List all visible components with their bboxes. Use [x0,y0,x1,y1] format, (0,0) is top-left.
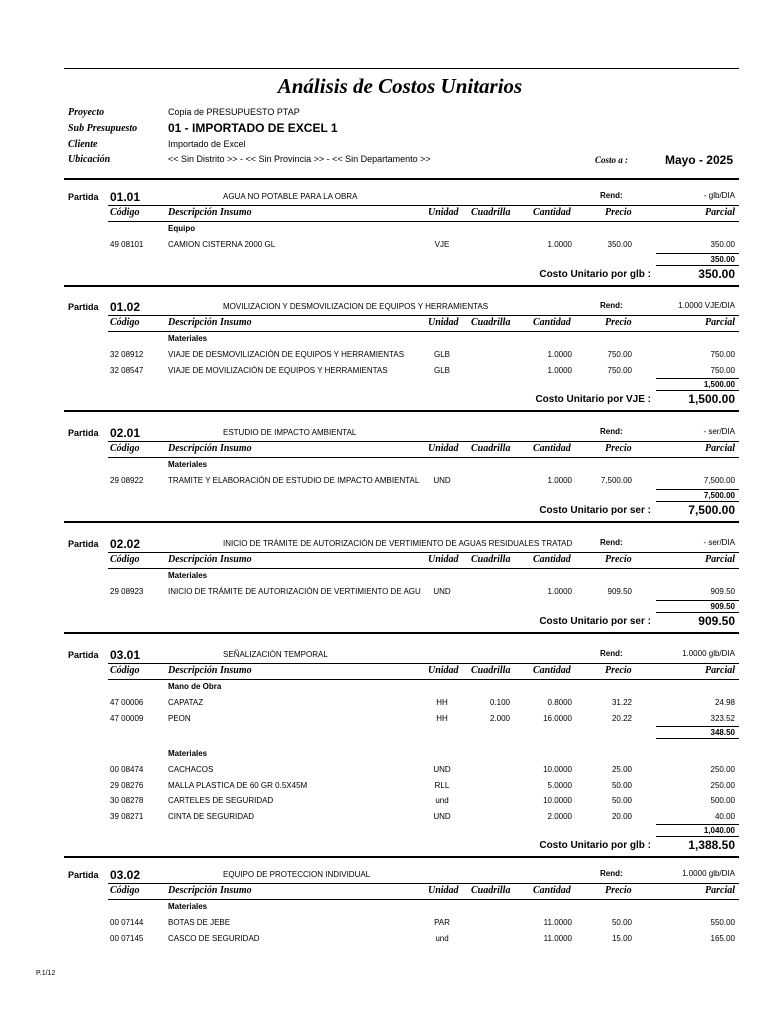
item-unidad: UND [433,587,451,596]
column-header-cantidad: Cantidad [533,443,571,454]
item-codigo: 00 08474 [110,765,144,774]
column-header-unidad: Unidad [428,317,459,328]
column-header-cantidad: Cantidad [533,665,571,676]
partida-separator [64,410,739,412]
costo-unitario-label: Costo Unitario por VJE : [535,394,651,405]
costo-unitario-label: Costo Unitario por glb : [539,840,651,851]
partida-code: 02.01 [110,426,141,440]
item-cantidad: 0.8000 [547,698,572,707]
proyecto-label: Proyecto [68,107,105,118]
item-unidad: UND [433,765,451,774]
item-precio: 7,500.00 [600,476,632,485]
group-subtotal: 350.00 [710,254,735,264]
column-header-bottom-rule [108,899,739,900]
category-label: Materiales [168,902,208,911]
group-subtotal: 7,500.00 [703,490,735,500]
rend-label: Rend: [600,869,623,878]
item-codigo: 30 08278 [110,796,144,805]
group-subtotal: 1,500.00 [703,380,735,389]
column-header-cantidad: Cantidad [533,317,571,328]
column-header-precio: Precio [605,317,632,328]
group-subtotal: 1,040.00 [703,826,735,835]
item-precio: 50.00 [611,918,632,927]
column-header-codigo: Código [110,317,140,328]
item-cuadrilla: 2.000 [489,713,510,723]
costo-unitario-label: Costo Unitario por ser : [539,615,651,627]
column-header-top-rule [108,315,739,316]
partida-code: 03.01 [110,648,141,662]
subtotal-bottom-rule [656,390,739,391]
partida-separator [64,856,739,858]
group-subtotal: 909.50 [710,601,735,611]
column-header-cuadrilla: Cuadrilla [471,443,511,454]
subtotal-bottom-rule [656,738,739,739]
column-header-top-rule [108,663,739,664]
item-descripcion: CACHACOS [168,765,214,774]
costo-unitario-value: 350.00 [698,266,735,281]
top-rule [64,68,739,69]
subpresupuesto-label: Sub Presupuesto [68,123,138,134]
item-cantidad: 1.0000 [547,476,572,485]
partida-code: 03.02 [110,868,141,882]
costo-unitario-label: Costo Unitario por ser : [539,504,651,516]
item-codigo: 47 00006 [110,698,144,707]
column-header-descripcion: Descripción Insumo [168,885,252,896]
subtotal-bottom-rule [656,612,739,613]
column-header-precio: Precio [605,665,632,676]
item-descripcion: VIAJE DE MOVILIZACIÓN DE EQUIPOS Y HERRAMIENTAS [168,365,388,375]
partida-label: Partida [68,302,99,312]
subtotal-bottom-rule [656,265,739,266]
item-codigo: 39 08271 [110,811,144,821]
column-header-cuadrilla: Cuadrilla [471,554,511,565]
proyecto-value: Copia de PRESUPUESTO PTAP [168,107,300,117]
partida-description: EQUIPO DE PROTECCION INDIVIDUAL [223,870,371,879]
category-label: Materiales [168,749,208,758]
item-precio: 25.00 [611,765,632,774]
column-header-precio: Precio [605,443,632,454]
subpresupuesto-value: 01 - IMPORTADO DE EXCEL 1 [168,121,338,135]
costo-unitario-value: 909.50 [698,613,735,628]
column-header-cuadrilla: Cuadrilla [471,317,511,328]
item-parcial: 7,500.00 [703,476,735,485]
column-header-top-rule [108,883,739,884]
item-unidad: HH [436,698,448,707]
item-precio: 31.22 [611,698,632,707]
item-cantidad: 1.0000 [547,240,572,249]
partida-label: Partida [68,192,99,202]
page-number: P.1/12 [36,970,56,977]
partida-label: Partida [68,870,99,880]
item-descripcion: TRAMITE Y ELABORACIÓN DE ESTUDIO DE IMPACTO AMBIENTAL [168,476,420,485]
item-cuadrilla: 0.100 [489,698,510,707]
partida-separator [64,521,739,523]
item-cantidad: 1.0000 [547,350,572,359]
column-header-parcial: Parcial [705,207,735,218]
item-unidad: HH [436,713,448,723]
page-title: Análisis de Costos Unitarios [277,74,523,98]
column-header-bottom-rule [108,568,739,569]
item-parcial: 750.00 [710,365,735,375]
category-label: Equipo [168,224,196,233]
partida-label: Partida [68,650,99,660]
subtotal-rule [656,253,739,254]
column-header-parcial: Parcial [705,443,735,454]
partida-description: SEÑALIZACIÓN TEMPORAL [223,650,328,659]
item-precio: 750.00 [607,365,632,375]
item-parcial: 350.00 [710,240,735,249]
partida-description: INICIO DE TRÁMITE DE AUTORIZACIÓN DE VERTIMIENTO DE AGUAS RESIDUALES TRATAD [223,539,573,548]
item-descripcion: INICIO DE TRÁMITE DE AUTORIZACIÓN DE VERTIMIENTO DE AGU [168,587,421,596]
item-codigo: 29 08923 [110,587,144,596]
item-parcial: 500.00 [710,796,735,805]
item-descripcion: CARTELES DE SEGURIDAD [168,796,274,805]
item-cantidad: 10.0000 [543,796,572,805]
item-parcial: 250.00 [710,765,735,774]
item-parcial: 250.00 [710,780,735,790]
partida-separator [64,285,739,287]
column-header-codigo: Código [110,554,140,565]
item-cantidad: 1.0000 [547,365,572,375]
subtotal-rule [656,600,739,601]
column-header-unidad: Unidad [428,665,459,676]
item-parcial: 323.52 [710,713,735,723]
rend-value: - ser/DIA [703,538,735,547]
partida-label: Partida [68,539,99,549]
column-header-codigo: Código [110,665,140,676]
ubicacion-value: << Sin Distrito >> - << Sin Provincia >> - << Sin Departamento >> [168,154,431,164]
item-descripcion: CASCO DE SEGURIDAD [168,933,260,943]
item-precio: 15.00 [611,933,632,943]
item-parcial: 24.98 [714,698,735,707]
rend-label: Rend: [600,301,623,310]
header-rule [64,178,739,180]
item-parcial: 165.00 [710,933,735,943]
category-label: Mano de Obra [168,682,222,691]
rend-value: - glb/DIA [703,191,735,200]
category-label: Materiales [168,571,208,580]
column-header-top-rule [108,441,739,442]
item-codigo: 00 07145 [110,933,144,943]
column-header-precio: Precio [605,554,632,565]
column-header-cuadrilla: Cuadrilla [471,665,511,676]
column-header-codigo: Código [110,885,140,896]
item-cantidad: 11.0000 [543,933,572,943]
item-precio: 750.00 [607,350,632,359]
category-label: Materiales [168,460,208,469]
column-header-parcial: Parcial [705,317,735,328]
item-parcial: 750.00 [710,350,735,359]
column-header-top-rule [108,552,739,553]
costo-unitario-value: 1,388.50 [688,838,735,852]
item-unidad: GLB [433,365,450,375]
column-header-unidad: Unidad [428,885,459,896]
column-header-bottom-rule [108,221,739,222]
rend-label: Rend: [600,427,623,436]
rend-value: 1.0000 glb/DIA [682,649,735,658]
item-unidad: VJE [434,240,450,249]
column-header-cantidad: Cantidad [533,554,571,565]
cliente-label: Cliente [68,139,98,150]
rend-label: Rend: [600,649,623,658]
item-parcial: 550.00 [710,918,735,927]
column-header-unidad: Unidad [428,554,459,565]
item-precio: 20.00 [611,811,632,821]
item-unidad: UND [433,811,451,821]
ubicacion-label: Ubicación [68,154,111,165]
item-descripcion: CAMION CISTERNA 2000 GL [168,240,276,249]
partida-description: MOVILIZACION Y DESMOVILIZACION DE EQUIPOS Y HERRAMIENTAS [223,302,489,311]
rend-label: Rend: [600,538,623,547]
column-header-parcial: Parcial [705,885,735,896]
item-unidad: GLB [433,350,450,359]
item-cantidad: 11.0000 [543,918,572,927]
column-header-bottom-rule [108,331,739,332]
item-descripcion: BOTAS DE JEBE [168,918,231,927]
column-header-descripcion: Descripción Insumo [168,665,252,676]
column-header-codigo: Código [110,207,140,218]
column-header-unidad: Unidad [428,207,459,218]
costo-unitario-label: Costo Unitario por glb : [539,268,651,280]
item-precio: 909.50 [607,587,632,596]
item-codigo: 00 07144 [110,918,144,927]
subtotal-rule [656,378,739,379]
item-cantidad: 10.0000 [543,765,572,774]
item-cantidad: 1.0000 [547,587,572,596]
cliente-value: Importado de Excel [168,139,246,149]
rend-value: 1.0000 glb/DIA [682,869,735,878]
category-label: Materiales [168,334,208,343]
partida-label: Partida [68,428,99,438]
costo-a-label: Costo a : [595,155,629,165]
item-unidad: PAR [434,918,450,927]
column-header-parcial: Parcial [705,554,735,565]
item-precio: 50.00 [611,780,632,790]
rend-label: Rend: [600,191,623,200]
partida-description: AGUA NO POTABLE PARA LA OBRA [223,192,358,201]
item-precio: 350.00 [607,240,632,249]
item-parcial: 909.50 [710,587,735,596]
subtotal-bottom-rule [656,836,739,837]
item-cantidad: 16.0000 [543,713,572,723]
column-header-unidad: Unidad [428,443,459,454]
item-unidad: und [435,933,449,943]
group-subtotal: 348.50 [710,728,735,737]
item-descripcion: MALLA PLASTICA DE 60 GR 0.5X45M [168,780,308,790]
column-header-cantidad: Cantidad [533,207,571,218]
column-header-descripcion: Descripción Insumo [168,443,252,454]
subtotal-rule [656,824,739,825]
column-header-parcial: Parcial [705,665,735,676]
column-header-descripcion: Descripción Insumo [168,554,252,565]
partida-code: 02.02 [110,537,141,551]
item-unidad: und [435,796,449,805]
partida-separator [64,632,739,634]
column-header-top-rule [108,205,739,206]
costo-unitario-value: 7,500.00 [688,502,735,517]
partida-code: 01.02 [110,300,141,314]
column-header-cuadrilla: Cuadrilla [471,207,511,218]
item-unidad: RLL [434,780,450,790]
item-precio: 50.00 [611,796,632,805]
item-descripcion: CINTA DE SEGURIDAD [168,811,255,821]
rend-value: 1.0000 VJE/DIA [678,301,735,310]
item-descripcion: CAPATAZ [168,698,204,707]
item-precio: 20.22 [611,713,632,723]
column-header-precio: Precio [605,885,632,896]
column-header-cuadrilla: Cuadrilla [471,885,511,896]
item-descripcion: PEON [168,713,191,723]
item-cantidad: 5.0000 [547,780,572,790]
item-codigo: 32 08547 [110,365,144,375]
column-header-cantidad: Cantidad [533,885,571,896]
column-header-bottom-rule [108,457,739,458]
item-descripcion: VIAJE DE DESMOVILIZACIÓN DE EQUIPOS Y HERRAMIENTAS [168,350,405,359]
item-parcial: 40.00 [714,811,735,821]
item-codigo: 47 00009 [110,713,144,723]
item-cantidad: 2.0000 [547,811,572,821]
column-header-descripcion: Descripción Insumo [168,207,252,218]
rend-value: - ser/DIA [703,427,735,436]
item-codigo: 32 08912 [110,350,144,359]
subtotal-rule [656,726,739,727]
costo-a-value: Mayo - 2025 [664,153,733,167]
costo-unitario-value: 1,500.00 [688,392,735,406]
column-header-codigo: Código [110,443,140,454]
item-unidad: UND [433,476,451,485]
item-codigo: 29 08276 [110,780,144,790]
column-header-descripcion: Descripción Insumo [168,317,252,328]
partida-code: 01.01 [110,190,141,204]
column-header-precio: Precio [605,207,632,218]
subtotal-rule [656,489,739,490]
subtotal-bottom-rule [656,501,739,502]
item-codigo: 49 08101 [110,240,144,249]
partida-description: ESTUDIO DE IMPACTO AMBIENTAL [223,428,357,437]
column-header-bottom-rule [108,679,739,680]
item-codigo: 29 08922 [110,476,144,485]
